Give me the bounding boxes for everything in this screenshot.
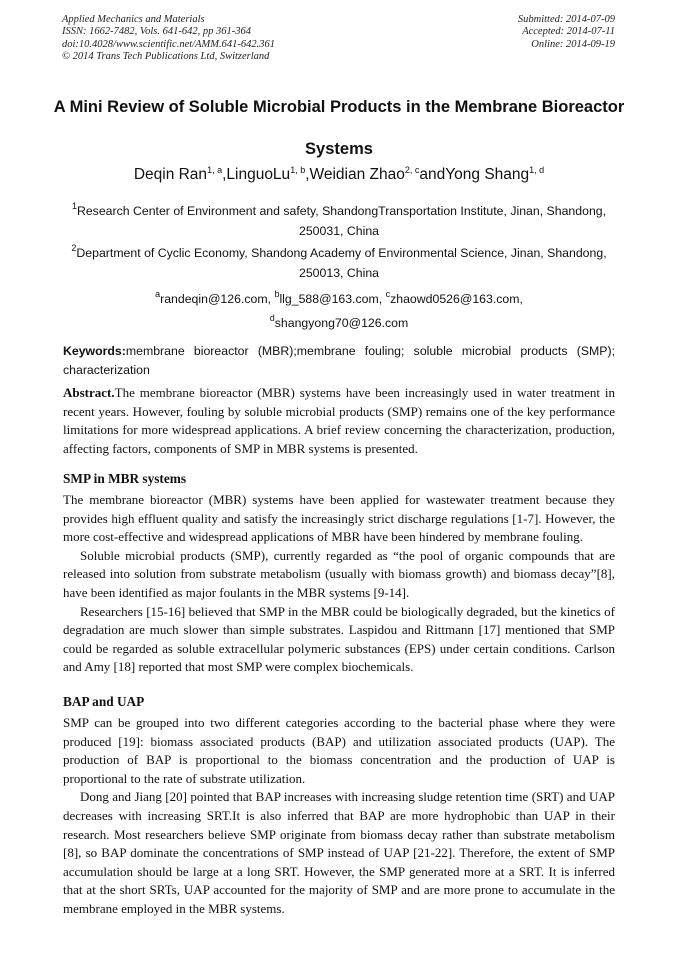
affiliation-number: 1 (71, 201, 77, 211)
paragraph: Researchers [15-16] believed that SMP in the MBR could be biologically degraded, but the kinetics of degradation are much slower than simple substrates. Laspidou and Rittmann [17] mentioned that SMP could be regarded as soluble extracellular polymeric substances (EPS) under certain conditions. Carlson and Amy [18] reported that most SMP were complex biochemicals. (63, 603, 615, 675)
author-emails (62, 287, 616, 335)
author-name: LinguoLu (226, 166, 291, 183)
online-date: Online: 2014-09-19 (531, 38, 615, 50)
abstract-text: The membrane bioreactor (MBR) systems have been increasingly used in water treatment in recent years. However, fouling by soluble microbial products (SMP) remains one of the key performance limitations for more widespread applications. A brief review concerning the characterization, production, affecting factors, components of SMP in MBR systems is presented. (63, 385, 615, 456)
email-marker: a (155, 289, 161, 299)
journal-copyright: © 2014 Trans Tech Publications Ltd, Switzerland (62, 50, 270, 62)
journal-issn: ISSN: 1662-7482, Vols. 641-642, pp 361-364 (62, 26, 251, 38)
section-heading: SMP in MBR systems (63, 471, 186, 486)
author-name: andYong Shang (419, 166, 530, 183)
affiliation-1 (62, 201, 616, 241)
publication-dates (518, 14, 615, 51)
keywords (63, 342, 615, 380)
author-sup: 1, a (207, 165, 223, 175)
email-marker: b (274, 289, 280, 299)
accepted-date: Accepted: 2014-07-11 (522, 26, 615, 38)
author-sup: 1, d (529, 165, 545, 175)
email-link[interactable]: shangyong70@126.com (274, 316, 409, 330)
paragraph: SMP can be grouped into two different categories according to the bacterial phase where they were produced [19]: biomass associated products (BAP) and utilization associated products (UAP). The production of BAP is proportional to the biomass concentration and the production of UAP is proportional to the rate of substrate utilization. (63, 715, 615, 786)
affiliation-line: 250013, China (299, 266, 379, 280)
journal-name: Applied Mechanics and Materials (62, 14, 205, 25)
email-marker: d (269, 313, 275, 323)
author-sup: 1, b (290, 165, 306, 175)
email-link[interactable]: zhaowd0526@163.com, (390, 292, 523, 306)
author-name: Weidian Zhao (309, 166, 405, 183)
paragraph: The membrane bioreactor (MBR) systems have been applied for wastewater treatment because they provides high effluent quality and satisfy the increasingly strict discharge regulations [1-7]. However, the more cost-effective and widespread applications of MBR have been hindered by membrane fouling. (63, 492, 615, 545)
affiliation-line: Research Center of Environment and safety, ShandongTransportation Institute, Jinan, Shandong, (76, 204, 607, 218)
author-name: Deqin Ran (133, 166, 208, 183)
paragraph: Soluble microbial products (SMP), currently regarded as “the pool of organic compounds that are released into solution from substrate metabolism (usually with biomass growth) and biomass decay”[8], have been identified as major foulants in the MBR systems [9-14]. (63, 547, 615, 600)
affiliation-2 (62, 243, 616, 283)
section-smp-in-mbr (63, 469, 615, 677)
email-marker: c (385, 289, 391, 299)
abstract (63, 384, 615, 458)
title-line-2: Systems (305, 140, 373, 158)
abstract-label: Abstract. (63, 385, 115, 400)
email-link[interactable]: randeqin@126.com, (160, 292, 275, 306)
journal-info (62, 14, 275, 63)
affiliation-line: Department of Cyclic Economy, Shandong Academy of Environmental Science, Jinan, Shandong, (76, 246, 607, 260)
keywords-text: membrane bioreactor (MBR);membrane fouling; soluble microbial products (SMP); characterization (63, 344, 615, 377)
journal-doi: doi:10.4028/www.scientific.net/AMM.641-642.361 (62, 38, 275, 50)
title-line-1: A Mini Review of Soluble Microbial Products in the Membrane Bioreactor (53, 98, 625, 116)
section-heading: BAP and UAP (63, 694, 145, 709)
author-sep: , (305, 166, 310, 183)
keywords-label: Keywords: (63, 344, 126, 358)
affiliation-number: 2 (71, 243, 77, 253)
paragraph: Dong and Jiang [20] pointed that BAP increases with increasing sludge retention time (SRT) and UAP decreases with increasing SRT.It is also inferred that BAP are more hydrophobic than UAP in their research. Most researchers believe SMP originate from biomass decay rather than substrate metabolism [8], so BAP dominate the concentrations of SMP instead of UAP [21-22]. Therefore, the extent of SMP accumulation should be large at a long SRT. However, the SMP generated more at a SRT. It is inferred that at the short SRTs, UAP accounted for the majority of SMP and are more prone to accumulate in the membrane employed in the MBR systems. (63, 789, 615, 916)
email-link[interactable]: llg_588@163.com, (279, 292, 386, 306)
submitted-date: Submitted: 2014-07-09 (517, 14, 615, 25)
author-sep: , (222, 166, 227, 183)
section-bap-and-uap (63, 692, 615, 919)
paper-title (40, 86, 638, 170)
affiliation-line: 250031, China (299, 224, 379, 238)
author-sup: 2, c (404, 165, 420, 175)
author-list (40, 166, 638, 184)
